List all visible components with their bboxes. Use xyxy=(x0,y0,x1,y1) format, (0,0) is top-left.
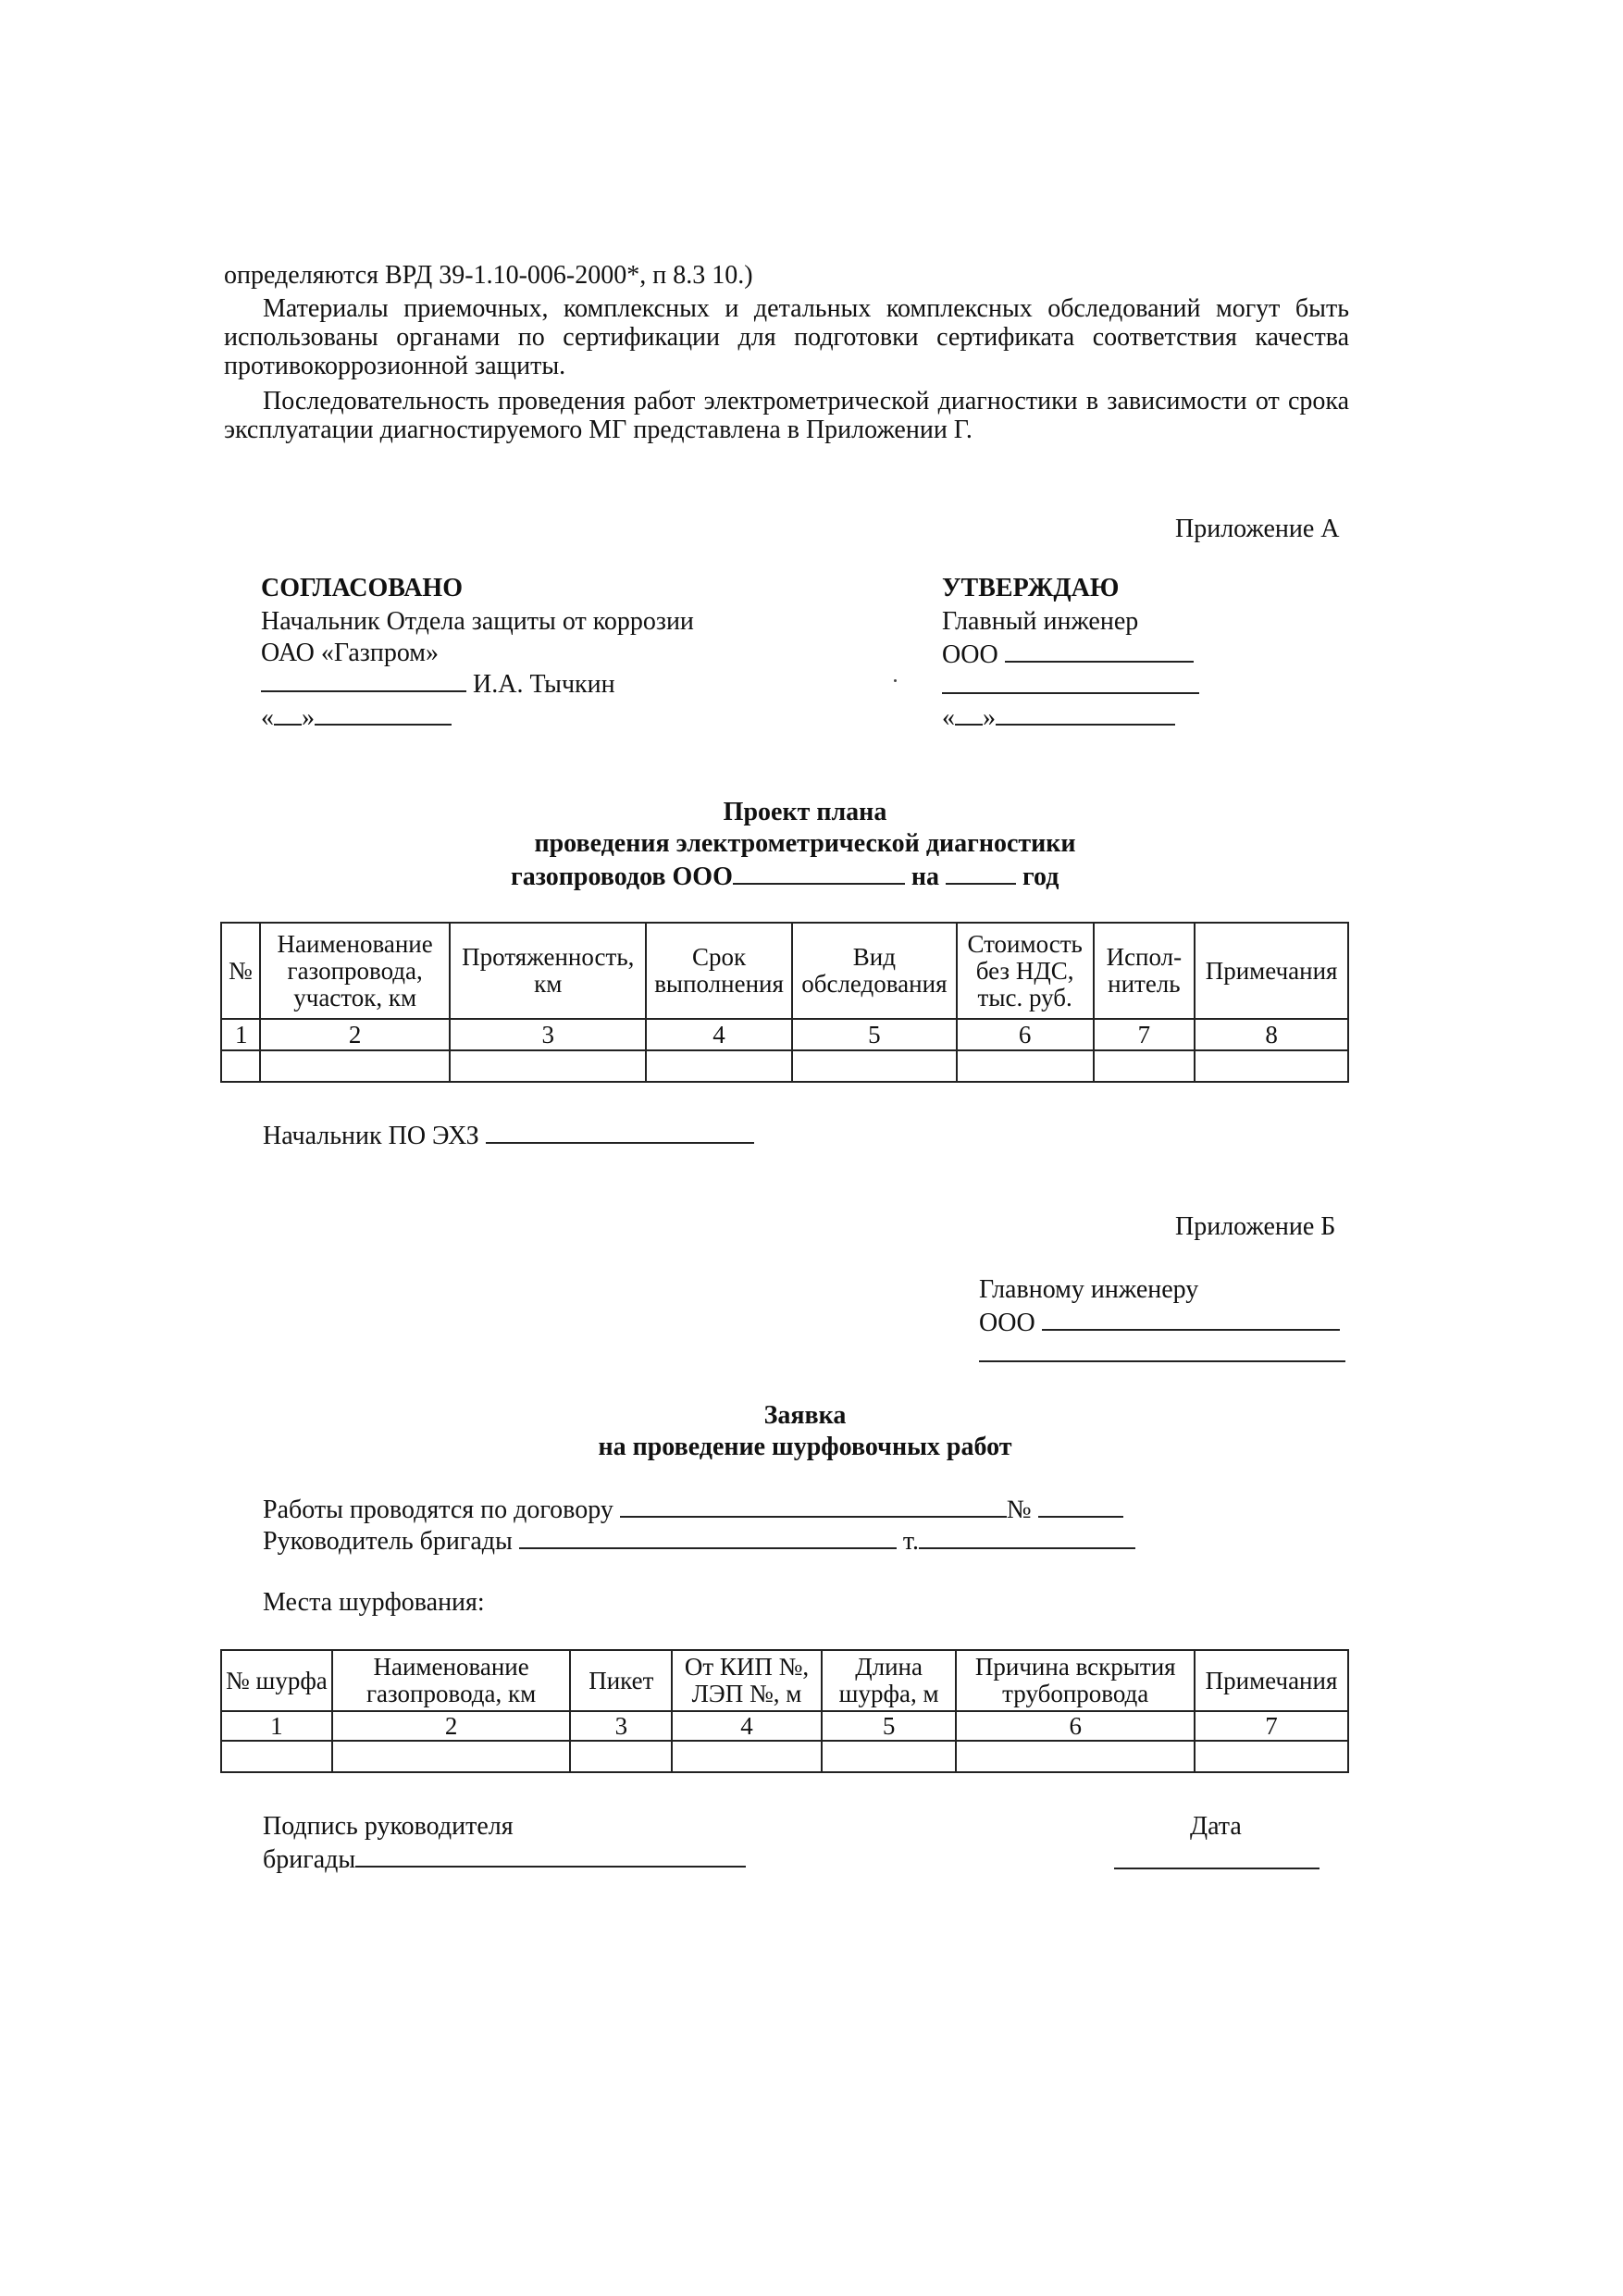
table-cell[interactable] xyxy=(570,1741,672,1772)
chief-signature: Начальник ПО ЭХЗ xyxy=(263,1120,754,1151)
table-cell: 4 xyxy=(646,1019,792,1050)
pits-table xyxy=(220,1649,1349,1773)
plan-header-deadline: Срок выполнения xyxy=(646,923,792,1019)
addressee-second-line[interactable] xyxy=(979,1338,1345,1366)
scan-speck xyxy=(894,679,897,682)
places-label: Места шурфования: xyxy=(263,1588,485,1617)
table-cell: 8 xyxy=(1195,1019,1348,1050)
table-cell[interactable] xyxy=(792,1050,957,1082)
table-cell[interactable] xyxy=(221,1050,260,1082)
plan-title-line1: Проект плана xyxy=(723,798,887,826)
contract-number-field[interactable] xyxy=(1038,1494,1123,1518)
pits-table-header-row xyxy=(221,1650,1348,1711)
table-cell: 7 xyxy=(1195,1711,1348,1741)
plan-table xyxy=(220,922,1349,1083)
table-cell: 1 xyxy=(221,1711,332,1741)
addressee-org-line[interactable] xyxy=(1042,1307,1340,1331)
plan-title-line2: проведения электрометрической диагностики xyxy=(534,829,1076,858)
approve-position: Главный инженер xyxy=(942,607,1139,636)
plan-table-number-row xyxy=(221,1019,1348,1050)
approve-organization: ООО xyxy=(942,639,1194,670)
plan-table-empty-row xyxy=(221,1050,1348,1082)
table-cell: 7 xyxy=(1094,1019,1196,1050)
pits-header-notes: Примечания xyxy=(1195,1650,1348,1711)
pits-header-distance: От КИП №, ЛЭП №, м xyxy=(672,1650,822,1711)
table-cell: 1 xyxy=(221,1019,260,1050)
contract-field[interactable] xyxy=(620,1494,1007,1518)
table-cell: 4 xyxy=(672,1711,822,1741)
approve-month-line[interactable] xyxy=(996,701,1175,726)
pits-header-number: № шурфа xyxy=(221,1650,332,1711)
plan-org-line[interactable] xyxy=(733,861,905,885)
table-cell[interactable] xyxy=(822,1741,957,1772)
plan-header-cost: Стоимость без НДС, тыс. руб. xyxy=(957,923,1094,1019)
agreed-signature xyxy=(261,668,615,700)
table-cell: 3 xyxy=(570,1711,672,1741)
appendix-a-label: Приложение А xyxy=(1175,515,1340,543)
table-cell[interactable] xyxy=(1195,1050,1348,1082)
plan-title-line3: газопроводов ООО на год xyxy=(511,863,1059,891)
table-cell[interactable] xyxy=(672,1741,822,1772)
signature-label: Подпись руководителя xyxy=(263,1812,514,1841)
chief-signature-line[interactable] xyxy=(486,1120,754,1144)
table-cell: 6 xyxy=(957,1019,1094,1050)
agreed-signature-line[interactable] xyxy=(261,668,466,692)
table-cell: 2 xyxy=(260,1019,451,1050)
approve-org-line[interactable] xyxy=(1005,639,1194,663)
plan-year-line[interactable] xyxy=(946,861,1016,885)
pits-header-length: Длина шурфа, м xyxy=(822,1650,957,1711)
table-cell: 2 xyxy=(332,1711,571,1741)
plan-header-executor: Испол-нитель xyxy=(1094,923,1196,1019)
pits-table-number-row xyxy=(221,1711,1348,1741)
plan-header-survey-type: Вид обследования xyxy=(792,923,957,1019)
plan-header-pipeline: Наименование газопровода, участок, км xyxy=(260,923,451,1019)
table-cell: 6 xyxy=(956,1711,1195,1741)
request-subtitle: на проведение шурфовочных работ xyxy=(598,1433,1012,1461)
agreed-month-line[interactable] xyxy=(315,701,452,726)
approve-title: УТВЕРЖДАЮ xyxy=(942,574,1120,602)
agreed-organization: ОАО «Газпром» xyxy=(261,639,440,667)
addressee-organization: ООО xyxy=(979,1307,1340,1338)
table-cell[interactable] xyxy=(260,1050,451,1082)
pits-table-empty-row xyxy=(221,1741,1348,1772)
pits-header-picket: Пикет xyxy=(570,1650,672,1711)
table-cell: 5 xyxy=(822,1711,957,1741)
signature-line: бригады xyxy=(263,1843,746,1875)
agreed-name: И.А. Тычкин xyxy=(473,670,615,699)
leader-line: Руководитель бригады т. xyxy=(263,1525,1135,1557)
signature-field[interactable] xyxy=(355,1843,746,1868)
plan-header-length: Протяженность, км xyxy=(450,923,646,1019)
plan-header-number: № xyxy=(221,923,260,1019)
plan-table-header-row xyxy=(221,923,1348,1019)
approve-signature-line[interactable] xyxy=(942,670,1199,698)
intro-line: определяются ВРД 39-1.10-006-2000*, п 8.3 10.) xyxy=(224,261,753,290)
table-cell: 3 xyxy=(450,1019,646,1050)
table-cell[interactable] xyxy=(957,1050,1094,1082)
intro-paragraph-certification: Материалы приемочных, комплексных и детальных комплексных обследований могут быть использованы органами по сертификации для подготовки сертификата соответствия качества противокоррозионной защиты. xyxy=(224,294,1349,380)
plan-header-notes: Примечания xyxy=(1195,923,1348,1019)
date-label: Дата xyxy=(1190,1812,1242,1841)
table-cell[interactable] xyxy=(1094,1050,1196,1082)
intro-paragraph-sequence: Последовательность проведения работ электрометрической диагностики в зависимости от срока эксплуатации диагностируемого МГ представлена в Приложении Г. xyxy=(224,387,1349,444)
agreed-position: Начальник Отдела защиты от коррозии xyxy=(261,607,694,636)
leader-field[interactable] xyxy=(519,1525,897,1549)
table-cell[interactable] xyxy=(450,1050,646,1082)
date-field[interactable] xyxy=(1114,1845,1319,1873)
pits-header-reason: Причина вскрытия трубопровода xyxy=(956,1650,1195,1711)
table-cell[interactable] xyxy=(332,1741,571,1772)
phone-field[interactable] xyxy=(919,1525,1135,1549)
table-cell[interactable] xyxy=(646,1050,792,1082)
table-cell[interactable] xyxy=(1195,1741,1348,1772)
contract-line: Работы проводятся по договору № xyxy=(263,1494,1123,1525)
agreed-day-line[interactable] xyxy=(274,701,302,726)
table-cell[interactable] xyxy=(956,1741,1195,1772)
pits-header-pipeline: Наименование газопровода, км xyxy=(332,1650,571,1711)
approve-date: « » xyxy=(942,701,1175,733)
agreed-date: « » xyxy=(261,701,452,733)
approve-day-line[interactable] xyxy=(955,701,983,726)
table-cell: 5 xyxy=(792,1019,957,1050)
appendix-b-label: Приложение Б xyxy=(1175,1212,1336,1241)
addressee-title: Главному инженеру xyxy=(979,1275,1199,1304)
request-title: Заявка xyxy=(763,1401,847,1430)
agreed-title: СОГЛАСОВАНО xyxy=(261,574,463,602)
table-cell[interactable] xyxy=(221,1741,332,1772)
